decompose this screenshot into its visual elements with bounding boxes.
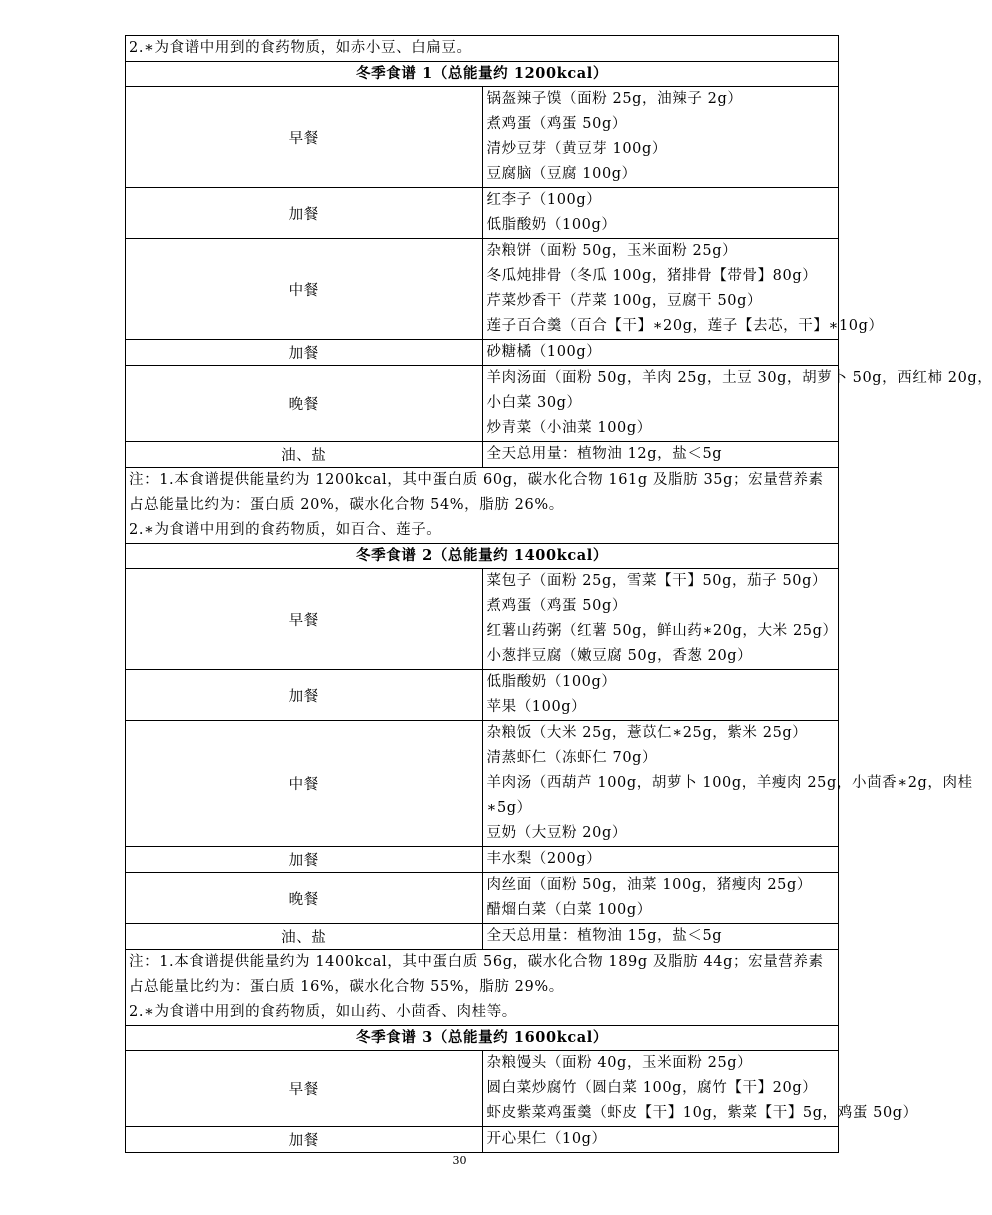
- meal-items: [482, 569, 839, 670]
- food-item: 冬瓜炖排骨（冬瓜 100g，猪排骨【带骨】80g）: [486, 268, 818, 284]
- note-line: 注：1.本食谱提供能量约为 1200kcal，其中蛋白质 60g，碳水化合物 161g 及脂肪 35g；宏量营养素占总能量比约为：蛋白质 20%，碳水化合物 54%，脂肪 26%。: [129, 472, 824, 513]
- meal-row: [126, 366, 839, 442]
- top-note-row: [126, 36, 839, 62]
- food-item: 小白菜 30g）: [486, 395, 582, 411]
- meal-name: 加餐: [126, 340, 483, 366]
- section-title-text: 冬季食谱 1（总能量约 1200kcal）: [356, 65, 608, 82]
- food-item: 羊肉汤（西葫芦 100g，胡萝卜 100g，羊瘦肉 25g，小茴香∗2g，肉桂: [486, 775, 973, 791]
- meal-name: 早餐: [126, 1051, 483, 1127]
- section-title-row: [126, 62, 839, 87]
- food-item: 炒青菜（小油菜 100g）: [486, 420, 652, 436]
- food-item: 芹菜炒香干（芹菜 100g，豆腐干 50g）: [486, 293, 763, 309]
- meal-items: [482, 442, 839, 468]
- section-title-row: [126, 1026, 839, 1051]
- food-item: 杂粮馒头（面粉 40g，玉米面粉 25g）: [486, 1055, 753, 1071]
- food-item: 煮鸡蛋（鸡蛋 50g）: [486, 116, 627, 132]
- food-item: 开心果仁（10g）: [486, 1131, 607, 1147]
- meal-row: [126, 569, 839, 670]
- section-title: [126, 62, 839, 87]
- meal-items: [482, 924, 839, 950]
- food-item: 红薯山药粥（红薯 50g，鲜山药∗20g，大米 25g）: [486, 623, 838, 639]
- note-line: 2.∗为食谱中用到的食药物质，如百合、莲子。: [129, 522, 442, 538]
- meal-items: [482, 847, 839, 873]
- food-item: 红李子（100g）: [486, 192, 602, 208]
- meal-items: [482, 87, 839, 188]
- food-item: 菜包子（面粉 25g，雪菜【干】50g，茄子 50g）: [486, 573, 828, 589]
- food-item: 圆白菜炒腐竹（圆白菜 100g，腐竹【干】20g）: [486, 1080, 818, 1096]
- food-item: 小葱拌豆腐（嫩豆腐 50g，香葱 20g）: [486, 648, 753, 664]
- food-item: 苹果（100g）: [486, 699, 587, 715]
- food-item: 清蒸虾仁（冻虾仁 70g）: [486, 750, 658, 766]
- section-notes-row: [126, 950, 839, 1026]
- food-item: 全天总用量：植物油 12g，盐＜5g: [486, 446, 723, 462]
- meal-row: [126, 873, 839, 924]
- food-item: 醋熘白菜（白菜 100g）: [486, 902, 652, 918]
- meal-items: [482, 670, 839, 721]
- food-item: 虾皮紫菜鸡蛋羹（虾皮【干】10g，紫菜【干】5g，鸡蛋 50g）: [486, 1105, 918, 1121]
- meal-row: [126, 188, 839, 239]
- section-title-text: 冬季食谱 3（总能量约 1600kcal）: [356, 1029, 608, 1046]
- meal-name: 加餐: [126, 670, 483, 721]
- food-item: 豆腐脑（豆腐 100g）: [486, 166, 637, 182]
- food-item: 砂糖橘（100g）: [486, 344, 602, 360]
- meal-name: 中餐: [126, 721, 483, 847]
- food-item: ∗5g）: [486, 800, 532, 816]
- meal-row: [126, 87, 839, 188]
- top-note: [126, 36, 839, 62]
- meal-row: [126, 1127, 839, 1153]
- meal-items: [482, 340, 839, 366]
- meal-row: [126, 847, 839, 873]
- meal-row: [126, 239, 839, 340]
- meal-name: 中餐: [126, 239, 483, 340]
- section-title-text: 冬季食谱 2（总能量约 1400kcal）: [356, 547, 608, 564]
- meal-items: [482, 1127, 839, 1153]
- food-item: 清炒豆芽（黄豆芽 100g）: [486, 141, 667, 157]
- food-item: 肉丝面（面粉 50g，油菜 100g，猪瘦肉 25g）: [486, 877, 812, 893]
- note-line: 2.∗为食谱中用到的食药物质，如山药、小茴香、肉桂等。: [129, 1004, 517, 1020]
- food-item: 低脂酸奶（100g）: [486, 674, 617, 690]
- meal-row: [126, 924, 839, 950]
- page-number: 30: [452, 1154, 467, 1167]
- meal-row: [126, 670, 839, 721]
- meal-name: 加餐: [126, 188, 483, 239]
- food-item: 低脂酸奶（100g）: [486, 217, 617, 233]
- section-title-row: [126, 544, 839, 569]
- top-note-text: 2.∗为食谱中用到的食药物质，如赤小豆、白扁豆。: [129, 40, 472, 56]
- food-item: 莲子百合羹（百合【干】∗20g，莲子【去芯，干】∗10g）: [486, 318, 884, 334]
- meal-items: [482, 721, 973, 847]
- meal-name: 早餐: [126, 87, 483, 188]
- section-notes: [126, 950, 839, 1026]
- meal-row: [126, 442, 839, 468]
- meal-name: 加餐: [126, 847, 483, 873]
- meal-name: 早餐: [126, 569, 483, 670]
- food-item: 全天总用量：植物油 15g，盐＜5g: [486, 928, 723, 944]
- meal-items: [482, 873, 839, 924]
- meal-name: 油、盐: [126, 442, 483, 468]
- food-item: 锅盔辣子馍（面粉 25g，油辣子 2g）: [486, 91, 743, 107]
- food-item: 羊肉汤面（面粉 50g，羊肉 25g，土豆 30g，胡萝卜 50g，西红柿 20g，: [486, 370, 992, 386]
- meal-items: [482, 366, 992, 442]
- food-item: 丰水梨（200g）: [486, 851, 602, 867]
- note-line: 注：1.本食谱提供能量约为 1400kcal，其中蛋白质 56g，碳水化合物 189g 及脂肪 44g；宏量营养素占总能量比约为：蛋白质 16%，碳水化合物 55%，脂肪 29%。: [129, 954, 824, 995]
- meal-items: [482, 1051, 918, 1127]
- recipe-table: [125, 35, 992, 1153]
- meal-items: [482, 239, 884, 340]
- meal-name: 加餐: [126, 1127, 483, 1153]
- meal-name: 油、盐: [126, 924, 483, 950]
- food-item: 煮鸡蛋（鸡蛋 50g）: [486, 598, 627, 614]
- food-item: 杂粮饭（大米 25g，薏苡仁∗25g，紫米 25g）: [486, 725, 808, 741]
- meal-row: [126, 721, 839, 847]
- section-notes-row: [126, 468, 839, 544]
- section-notes: [126, 468, 839, 544]
- section-title: [126, 544, 839, 569]
- meal-row: [126, 340, 839, 366]
- food-item: 杂粮饼（面粉 50g，玉米面粉 25g）: [486, 243, 738, 259]
- food-item: 豆奶（大豆粉 20g）: [486, 825, 627, 841]
- section-title: [126, 1026, 839, 1051]
- meal-name: 晚餐: [126, 873, 483, 924]
- meal-row: [126, 1051, 839, 1127]
- meal-items: [482, 188, 839, 239]
- meal-name: 晚餐: [126, 366, 483, 442]
